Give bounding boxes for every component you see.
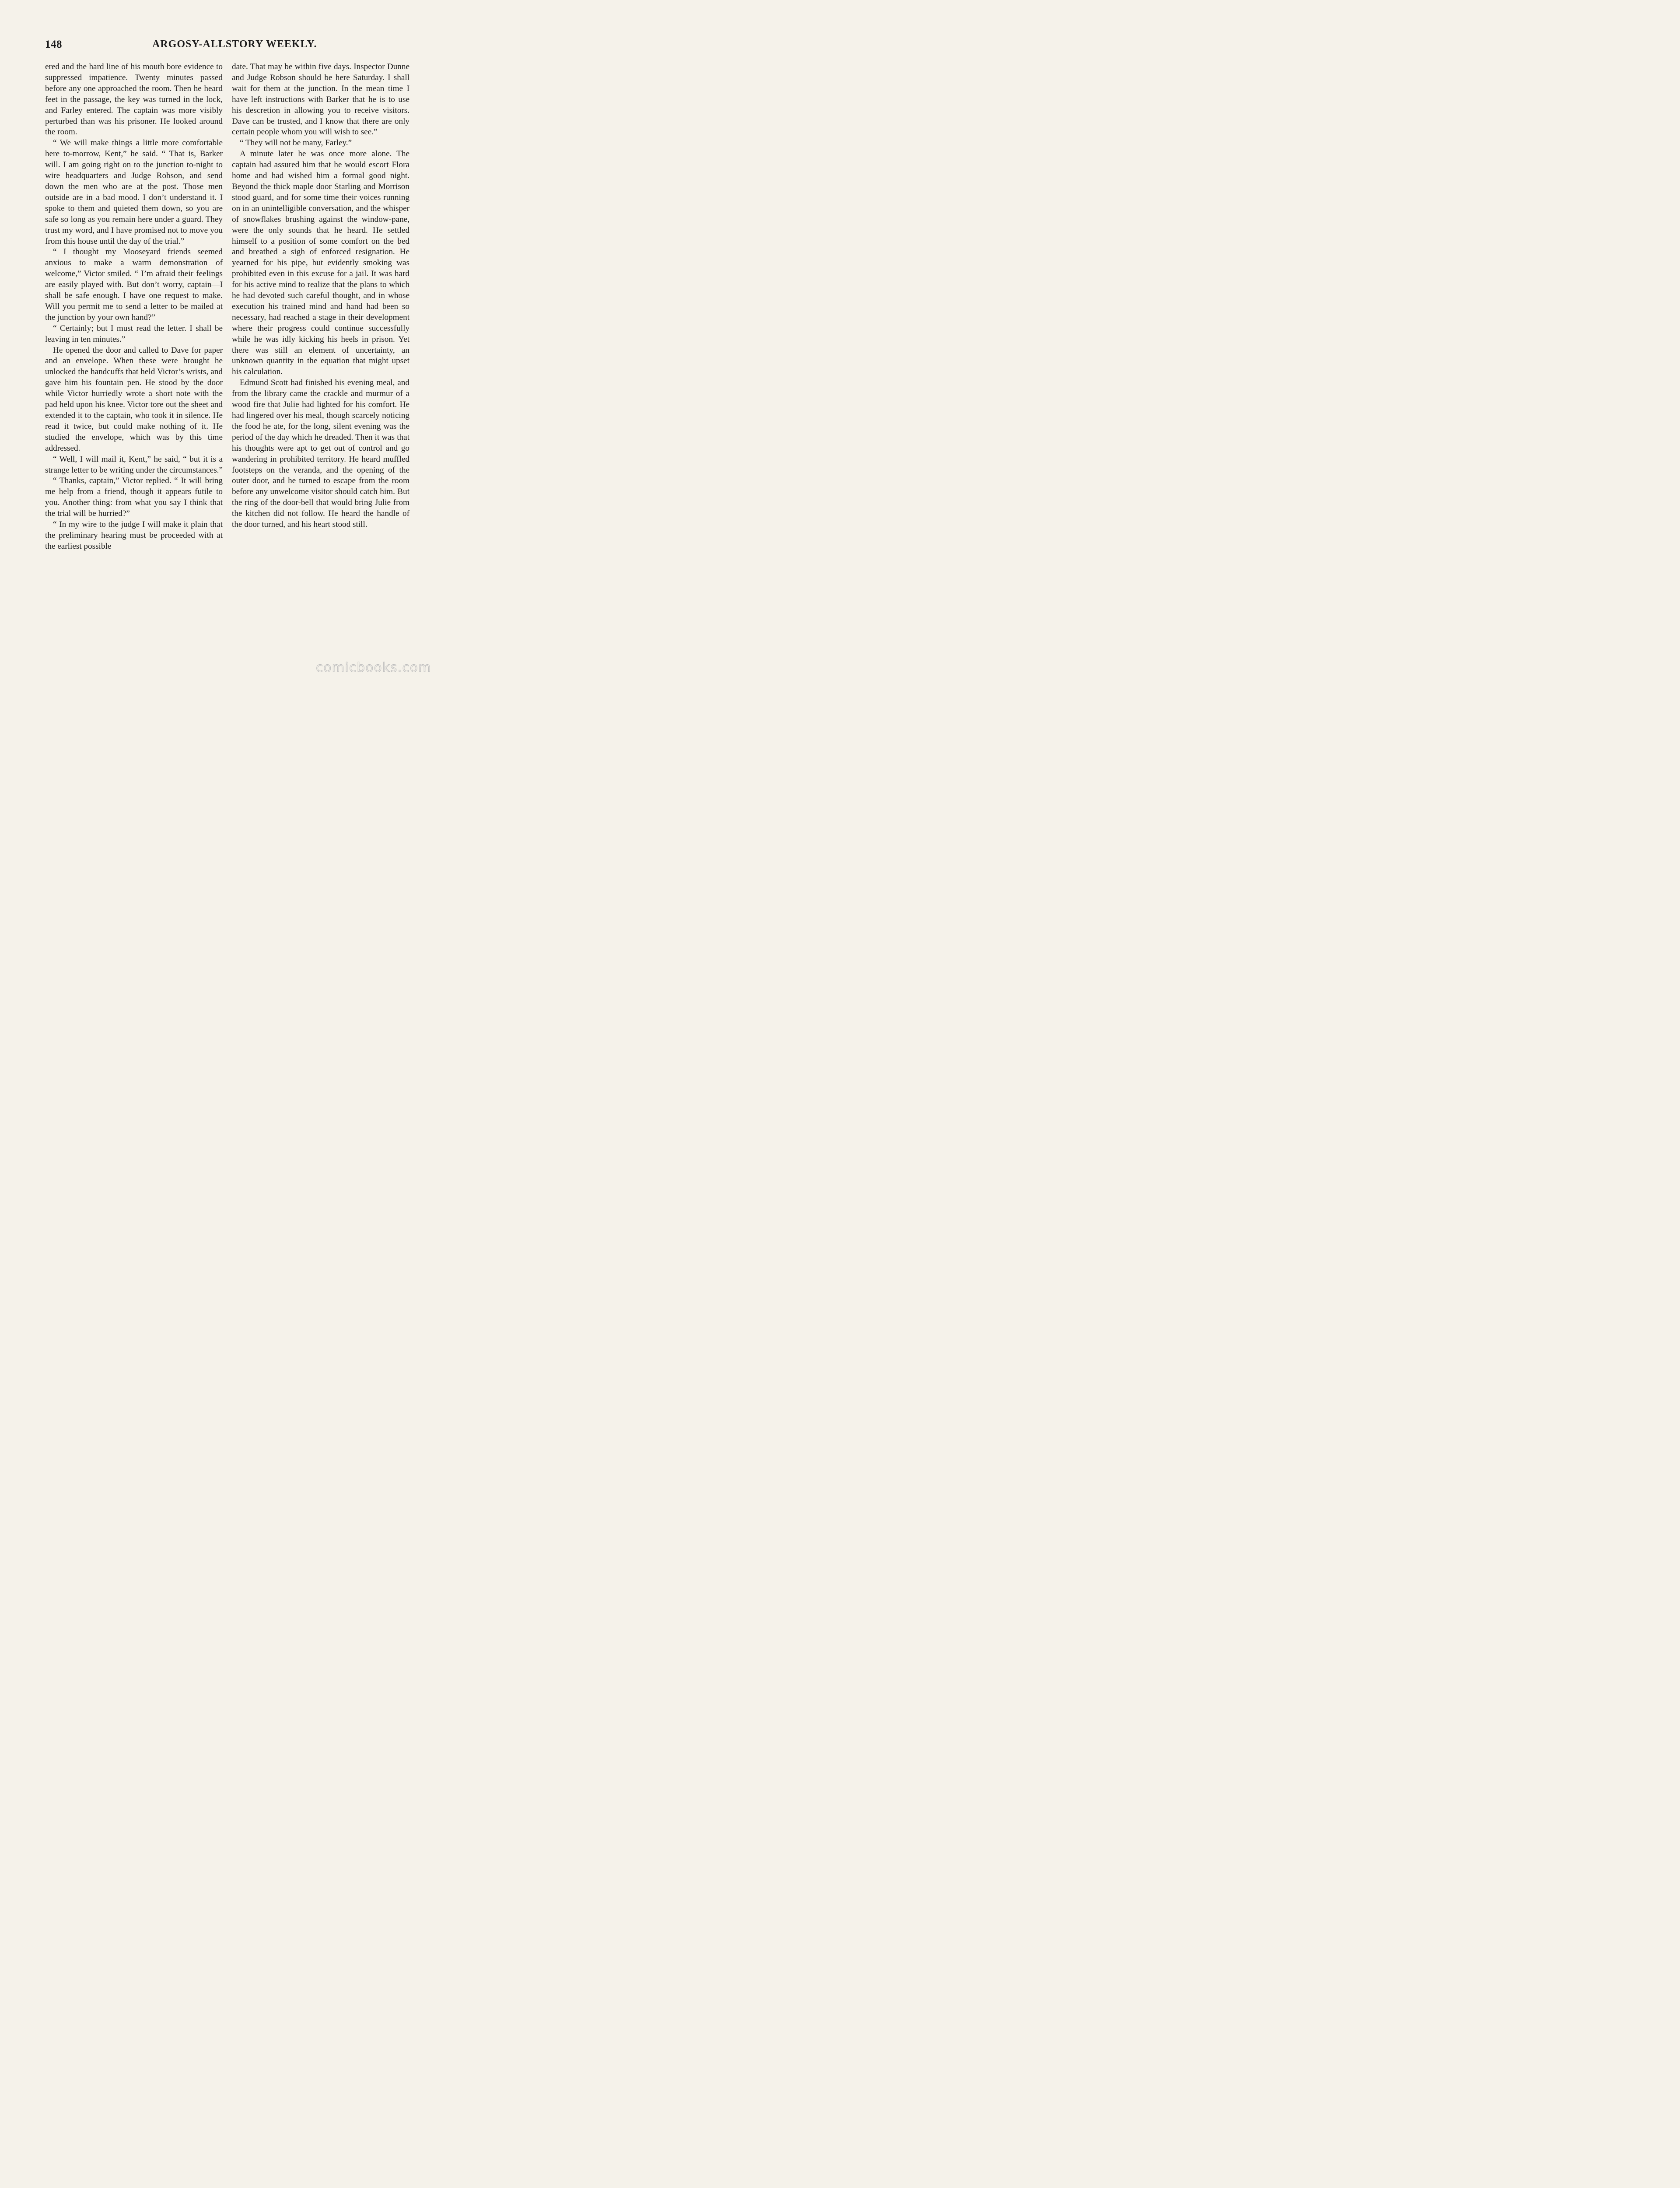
paragraph: A minute later he was once more alone. The captain had assured him that he would escort Flora home and had wished him a formal good night. Beyond the thick maple door Starling and Morrison stood guard, and for some time their voices running on in an unintelligible conversation, and the whisper of snowflakes brushing against the window-pane, were the only sounds that he heard. He settled himself to a position of some comfort on the bed and breathed a sigh of enforced resignation. He yearned for his pipe, but evidently smoking was prohibited even in this excuse for a jail. It was hard for his active mind to realize that the plans to which he had devoted such careful thought, and in whose execution his trained mind and hand had been so necessary, had reached a stage in their development where their progress could continue successfully while he was idly kicking his heels in prison. Yet there was still an element of uncertainty, an unknown quantity in the equation that might upset his calculation.: [232, 149, 410, 377]
paragraph: “ In my wire to the judge I will make it plain that the preliminary hearing must be proceeded with at the earliest possible: [45, 520, 223, 551]
right-column: [232, 62, 410, 530]
paragraph: date. That may be within five days. Inspector Dunne and Judge Robson should be here Saturday. I shall wait for them at the junction. In the mean time I have left instructions with Barker that he is to use his descretion in allowing you to receive visitors. Dave can be trusted, and I know that there are only certain people whom you will wish to see.”: [232, 62, 410, 137]
paragraph: “ Thanks, captain,” Victor replied. “ It will bring me help from a friend, though it appears futile to you. Another thing: from what you say I think that the trial will be hurried?”: [45, 476, 223, 519]
paragraph: “ Certainly; but I must read the letter. I shall be leaving in ten minutes.”: [45, 323, 223, 344]
page-header: [45, 39, 413, 56]
running-head: ARGOSY-ALLSTORY WEEKLY.: [152, 39, 317, 50]
page-number: 148: [45, 39, 62, 50]
paragraph: “ They will not be many, Farley.”: [240, 138, 352, 148]
left-column: [45, 62, 223, 552]
paragraph: ered and the hard line of his mouth bore evidence to suppressed impatience. Twenty minutes passed before any one approached the room. Then he heard feet in the passage, the key was turned in the lock, and Farley entered. The captain was more visibly perturbed than was his prisoner. He looked around the room.: [45, 62, 223, 137]
site-watermark: comicbooks.com: [316, 660, 431, 675]
paragraph: “ We will make things a little more comfortable here to-morrow, Kent,” he said. “ That is, Barker will. I am going right on to the junction to-night to wire headquarters and Judge Robson, and send down the men who are at the post. Those men outside are in a bad mood. I don’t understand it. I spoke to them and quieted them down, so you are safe so long as you remain here under a guard. They trust my word, and I have promised not to move you from this house until the day of the trial.”: [45, 138, 223, 246]
paragraph: “ I thought my Mooseyard friends seemed anxious to make a warm demonstration of welcome,” Victor smiled. “ I’m afraid their feelings are easily played with. But don’t worry, captain—I shall be safe enough. I have one request to make. Will you permit me to send a letter to be mailed at the junction by your own hand?”: [45, 247, 223, 322]
magazine-page: [0, 0, 458, 689]
paragraph: “ Well, I will mail it, Kent,” he said, “ but it is a strange letter to be writing under the circumstances.”: [45, 454, 223, 475]
paragraph: He opened the door and called to Dave for paper and an envelope. When these were brought he unlocked the handcuffs that held Victor’s wrists, and gave him his fountain pen. He stood by the door while Victor hurriedly wrote a short note with the pad held upon his knee. Victor tore out the sheet and extended it to the captain, who took it in silence. He read it twice, but could make nothing of it. He studied the envelope, which was by this time addressed.: [45, 345, 223, 453]
paragraph: Edmund Scott had finished his evening meal, and from the library came the crackle and murmur of a wood fire that Julie had lighted for his comfort. He had lingered over his meal, though scarcely noticing the food he ate, for the long, silent evening was the period of the day which he dreaded. Then it was that his thoughts were apt to get out of control and go wandering in prohibited territory. He heard muffled footsteps on the veranda, and the opening of the outer door, and he turned to escape from the room before any unwelcome visitor should catch him. But the ring of the door-bell that would bring Julie from the kitchen did not follow. He heard the handle of the door turned, and his heart stood still.: [232, 378, 410, 529]
